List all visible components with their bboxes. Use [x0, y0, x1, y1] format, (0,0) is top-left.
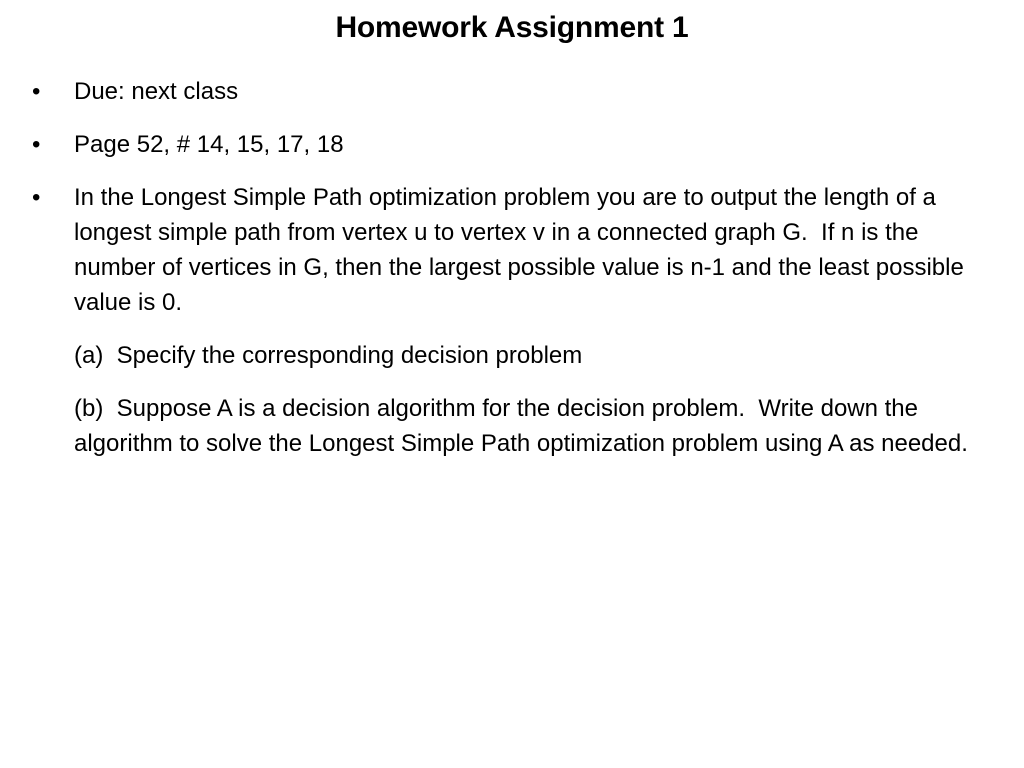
bullet-item-problem	[32, 180, 982, 320]
bullet-list	[32, 74, 982, 479]
sub-item-a: (a) Specify the corresponding decision problem	[74, 342, 583, 369]
bullet-icon: •	[32, 78, 41, 105]
bullet-item-due	[32, 74, 982, 109]
bullet-icon: •	[32, 184, 41, 211]
bullet-text-problem: In the Longest Simple Path optimization problem you are to output the length of a longest simple path from vertex u to vertex v in a connected graph G. If n is the number of vertices in G, then the largest possible value is n-1 and the least possible value is 0.	[74, 184, 971, 316]
bullet-item-exercises	[32, 127, 982, 162]
bullet-icon: •	[32, 131, 41, 158]
sub-item-b: (b) Suppose A is a decision algorithm for the decision problem. Write down the algorithm to solve the Longest Simple Path optimization problem using A as needed.	[74, 395, 968, 457]
bullet-text-exercises: Page 52, # 14, 15, 17, 18	[74, 131, 344, 158]
bullet-text-due: Due: next class	[74, 78, 239, 105]
slide-title: Homework Assignment 1	[335, 11, 689, 44]
